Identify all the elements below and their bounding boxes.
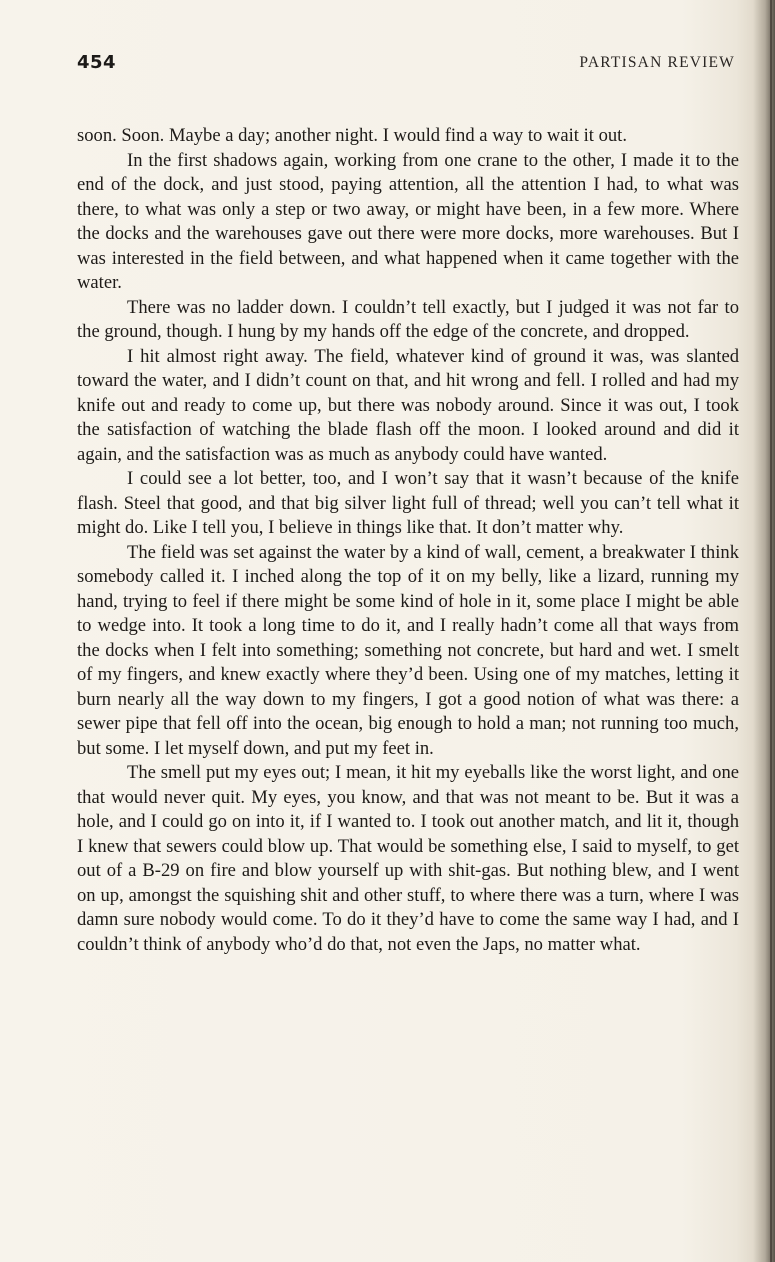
paragraph-3: There was no ladder down. I couldn’t tell exactly, but I judged it was not far to the ground, though. I hung by my hands off the edge of the concrete, and dropped. <box>77 296 739 342</box>
body-text <box>77 124 739 957</box>
paragraph-5: I could see a lot better, too, and I won’t say that it wasn’t because of the knife flash. Steel that good, and that big silver light full of thread; well you can’t tell what it might do. Like I tell you, I believe in things like that. It don’t matter why. <box>77 468 739 538</box>
running-head: PARTISAN REVIEW <box>579 54 735 71</box>
paragraph-2: In the first shadows again, working from one crane to the other, I made it to the end of the dock, and just stood, paying attention, all the attention I had, to what was there, to what was only a step or two away, or might have been, in a few more. Where the docks and the warehouses gave out there were more docks, more warehouses. But I was interested in the field between, and what happened when it came together with the water. <box>77 149 739 293</box>
paragraph-7: The smell put my eyes out; I mean, it hit my eyeballs like the worst light, and one that would never quit. My eyes, you know, and that was not meant to be. But it was a hole, and I could go on into it, if I wanted to. I took out another match, and lit it, though I knew that sewers could blow up. That would be something else, I said to myself, to get out of a B-29 on fire and blow yourself up with shit-gas. But nothing blew, and I went on up, amongst the squishing shit and other stuff, to where there was a turn, where I was damn sure nobody would come. To do it they’d have to come the same way I had, and I couldn’t think of anybody who’d do that, not even the Japs, no matter what. <box>77 762 739 955</box>
paragraph-6: The field was set against the water by a kind of wall, cement, a breakwater I think somebody called it. I inched along the top of it on my belly, like a lizard, running my hand, trying to feel if there might be some kind of hole in it, some place I might be able to wedge into. It took a long time to do it, and I really hadn’t come all that ways from the docks when I felt into something; something not concrete, but hard and wet. I smelt of my fingers, and knew exactly where they’d been. Using one of my matches, letting it burn nearly all the way down to my fingers, I got a good notion of what was there: a sewer pipe that fell off into the ocean, big enough to hold a man; not running too much, but some. I let myself down, and put my feet in. <box>77 541 739 759</box>
paragraph-4: I hit almost right away. The field, whatever kind of ground it was, was slanted toward the water, and I didn’t count on that, and hit wrong and fell. I rolled and had my knife out and ready to come up, but there was nobody around. Since it was out, I took the satisfaction of watching the blade flash off the moon. I looked around and did it again, and the satisfaction was as much as anybody could have wanted. <box>77 345 739 465</box>
paragraph-1: soon. Soon. Maybe a day; another night. I would find a way to wait it out. <box>77 125 627 146</box>
page-edge-line <box>770 0 772 1262</box>
page-number: 454 <box>77 52 117 73</box>
